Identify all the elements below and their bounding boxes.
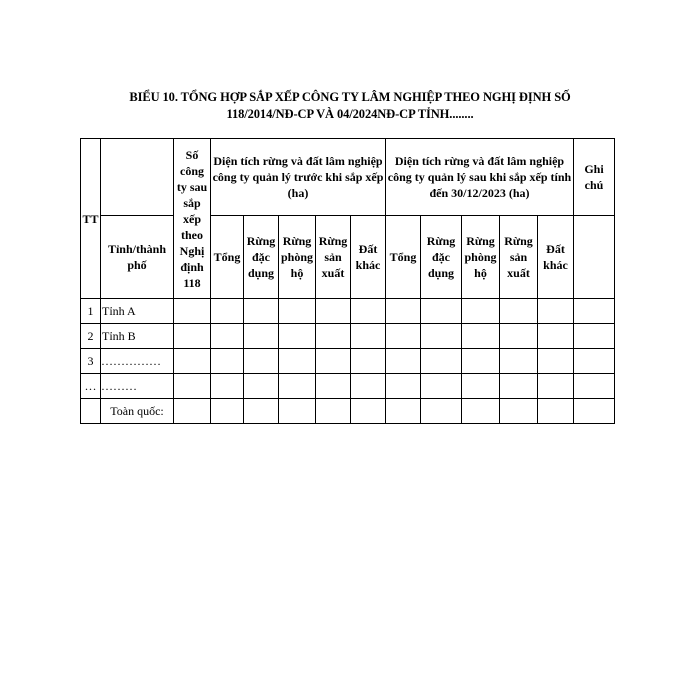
header-before-total: Tổng <box>211 216 244 299</box>
row-name: Tỉnh A <box>101 299 174 324</box>
table-row <box>81 299 615 324</box>
data-cell <box>538 324 574 349</box>
row-name-total: Toàn quốc: <box>101 399 174 424</box>
data-cell <box>500 349 538 374</box>
data-cell <box>386 349 421 374</box>
data-cell <box>279 349 316 374</box>
table-row <box>81 374 615 399</box>
header-province: Tỉnh/thành phố <box>101 216 174 299</box>
data-cell <box>462 299 500 324</box>
data-cell <box>574 324 615 349</box>
data-cell <box>574 299 615 324</box>
row-name: ……… <box>101 374 174 399</box>
row-tt: 3 <box>81 349 101 374</box>
data-cell <box>386 399 421 424</box>
data-cell <box>538 399 574 424</box>
data-cell <box>316 399 351 424</box>
data-cell <box>316 349 351 374</box>
data-cell <box>421 349 462 374</box>
header-before-other-land: Đất khác <box>351 216 386 299</box>
header-note-empty <box>574 216 615 299</box>
row-tt: 1 <box>81 299 101 324</box>
data-cell <box>351 374 386 399</box>
table-row-total <box>81 399 615 424</box>
data-cell <box>462 374 500 399</box>
data-cell <box>316 374 351 399</box>
header-companies: Số công ty sau sắp xếp theo Nghị định 118 <box>174 139 211 299</box>
header-before-group: Diện tích rừng và đất lâm nghiệp công ty quản lý trước khi sắp xếp (ha) <box>211 139 386 216</box>
data-cell <box>244 399 279 424</box>
title-line-2: 118/2014/NĐ-CP VÀ 04/2024NĐ-CP TỈNH........ <box>226 107 474 121</box>
header-after-group: Diện tích rừng và đất lâm nghiệp công ty quản lý sau khi sắp xếp tính đến 30/12/2023 (ha) <box>386 139 574 216</box>
data-cell <box>386 299 421 324</box>
row-name: Tỉnh B <box>101 324 174 349</box>
summary-table <box>80 138 615 424</box>
data-cell <box>174 349 211 374</box>
header-empty-top <box>101 139 174 216</box>
header-after-protection: Rừng phòng hộ <box>462 216 500 299</box>
row-tt: … <box>81 374 101 399</box>
data-cell <box>351 399 386 424</box>
data-cell <box>279 374 316 399</box>
table-row <box>81 324 615 349</box>
header-before-production: Rừng sản xuất <box>316 216 351 299</box>
data-cell <box>279 324 316 349</box>
data-cell <box>244 374 279 399</box>
row-tt: 2 <box>81 324 101 349</box>
data-cell <box>386 374 421 399</box>
row-name: …………… <box>101 349 174 374</box>
header-after-total: Tổng <box>386 216 421 299</box>
data-cell <box>211 324 244 349</box>
data-cell <box>211 374 244 399</box>
data-cell <box>316 299 351 324</box>
header-after-production: Rừng sản xuất <box>500 216 538 299</box>
data-cell <box>538 299 574 324</box>
data-cell <box>421 299 462 324</box>
data-cell <box>244 349 279 374</box>
row-tt <box>81 399 101 424</box>
data-cell <box>500 374 538 399</box>
header-tt: TT <box>81 139 101 299</box>
data-cell <box>574 374 615 399</box>
data-cell <box>316 324 351 349</box>
data-cell <box>351 299 386 324</box>
data-cell <box>574 399 615 424</box>
data-cell <box>500 299 538 324</box>
data-cell <box>386 324 421 349</box>
data-cell <box>279 399 316 424</box>
data-cell <box>500 324 538 349</box>
data-cell <box>174 374 211 399</box>
data-cell <box>279 299 316 324</box>
data-cell <box>174 399 211 424</box>
data-cell <box>211 399 244 424</box>
data-cell <box>462 324 500 349</box>
data-cell <box>462 399 500 424</box>
document-title <box>80 89 620 123</box>
data-cell <box>421 324 462 349</box>
data-cell <box>351 324 386 349</box>
header-after-other-land: Đất khác <box>538 216 574 299</box>
data-cell <box>574 349 615 374</box>
data-cell <box>462 349 500 374</box>
data-cell <box>351 349 386 374</box>
data-cell <box>174 299 211 324</box>
data-cell <box>421 374 462 399</box>
data-cell <box>538 349 574 374</box>
data-cell <box>500 399 538 424</box>
title-line-1: BIỂU 10. TỔNG HỢP SẮP XẾP CÔNG TY LÂM NGHIỆP THEO NGHỊ ĐỊNH SỐ <box>129 90 571 104</box>
header-note: Ghi chú <box>574 139 615 216</box>
data-cell <box>538 374 574 399</box>
header-before-protection: Rừng phòng hộ <box>279 216 316 299</box>
header-after-special-use: Rừng đặc dụng <box>421 216 462 299</box>
table-row <box>81 349 615 374</box>
data-cell <box>174 324 211 349</box>
data-cell <box>211 299 244 324</box>
data-cell <box>244 299 279 324</box>
data-cell <box>244 324 279 349</box>
header-before-special-use: Rừng đặc dụng <box>244 216 279 299</box>
data-cell <box>421 399 462 424</box>
data-cell <box>211 349 244 374</box>
